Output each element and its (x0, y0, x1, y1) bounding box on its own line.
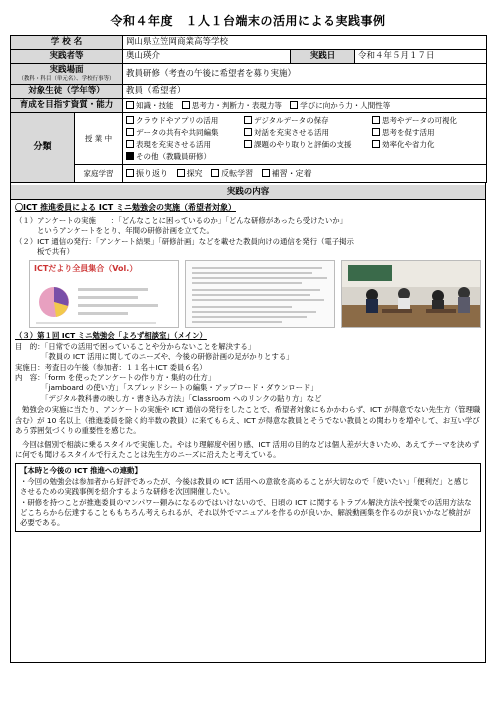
checkbox[interactable] (126, 116, 134, 124)
checkbox[interactable] (262, 169, 270, 177)
section1-heading: 〇ICT 推進委員による ICT ミニ勉強会の実施（希望者対象） (15, 203, 236, 213)
text-lines-graphic (186, 261, 335, 328)
future-plan-item: ・研修を持つことが推進委員のマンパワー頼みになるのではいけないので、日頃の ICT に関するトラブル解決方法や授業での活用方法などこちらから伝達することももちろん考えられるが、それ以外でマニュアルを作るのが良いか、解説動画集を作るのが良いかなど検討が必要である。 (20, 497, 472, 528)
class-options (123, 113, 487, 165)
practitioner-value: 奥山瑛介 (123, 50, 291, 64)
class-option[interactable]: 表現を充実させる活用 (126, 139, 244, 150)
info-table (10, 35, 487, 183)
class-option-other[interactable]: その他（教職員研修） (126, 151, 244, 162)
class-option[interactable]: 対話を充実させる活用 (244, 127, 372, 138)
checkbox[interactable] (126, 101, 134, 109)
future-plan-title: 【本時と今後の ICT 推進への連動】 (20, 466, 142, 476)
row-home (11, 165, 487, 183)
pie-chart-graphic (30, 278, 179, 328)
detail-line-3: 「デジタル教科書の映し方・書き込み方法」「Classroom へのリンクの貼り方」など (41, 393, 322, 403)
newsletter-image (29, 260, 179, 328)
survey-line: （１）アンケートの実施 ：「どんなことに困っているのか」「どんな研修があったら受けたいか」 (15, 215, 348, 225)
page-title: 令和４年度 １人１台端末の活用による実践事例 (110, 14, 386, 28)
classroom-photo-graphic (342, 261, 481, 328)
reflection-paragraph-2: 今回は個別で相談に乗るスタイルで実施した。やはり理解度や困り感、ICT 活用の目的などは個人差が大きいため、あえてテーマを決めずに何でも聞けるスタイルで行えたことは先生方のニーズに沿えたと考えている。 (15, 439, 480, 459)
target-label: 対象生徒（学年等） (11, 85, 123, 99)
event-date-line: 実施日：考査日の午後（参加者：１１名＋ICT 委員６名） (15, 362, 207, 372)
row-ability (11, 99, 487, 113)
target-value: 教員（希望者） (123, 85, 487, 99)
future-plan-item: ・今回の勉強会は参加者から好評であったが、今後は教員の ICT 活用への意欲を高めることが大切なので「使いたい」「便利だ」と感じさせるための実践事例を紹介するような研修を次回開催したい。 (20, 476, 469, 497)
newsletter-title: ICTだより全員集合（Vol.） (34, 264, 138, 274)
ability-options (123, 99, 487, 113)
class-label: 授 業 中 (75, 113, 123, 165)
class-option[interactable]: 思考やデータの可視化 (372, 115, 472, 126)
reflection-paragraph-1: 勉強会の実施に当たり、アンケートの実施や ICT 通信の発行をしたことで、希望者対象にもかかわらず、ICT が得意でない先生方（管理職含む）が 10 名以上（推進委員を除く約半数の教員）に来てもらえ、ICT が得意な教員とそうでない教員との関わりを増やして、お互い学びあう雰囲気づくりの重要性を感じた。 (15, 405, 481, 436)
checkbox[interactable] (126, 128, 134, 136)
checkbox[interactable] (177, 169, 185, 177)
checkbox[interactable] (211, 169, 219, 177)
ability-option[interactable]: 知識・技能 (126, 100, 174, 111)
practitioner-label: 実践者等 (11, 50, 123, 64)
newsletter-line: （２）ICT 通信の発行：「アンケート結果」「研修計画」などを載せた教員向けの通信を発行（電子掲示 (15, 236, 354, 246)
content-header: 実践の内容 (11, 185, 485, 200)
scene-label: 実践場面 (49, 65, 84, 75)
class-option[interactable]: クラウドやアプリの活用 (126, 115, 244, 126)
home-options (123, 165, 487, 183)
scene-sublabel: （教科・科目（単元名）、学校行事等） (18, 76, 115, 82)
row-school (11, 36, 487, 50)
row-practitioner (11, 50, 487, 64)
purpose-line: 目 的：「日常での活用で困っていることや分からないことを解決する」 (15, 341, 256, 351)
classroom-photo (341, 260, 481, 328)
checkbox-checked[interactable] (126, 152, 134, 160)
date-value: 令和４年５月１７日 (355, 50, 487, 64)
content-section (10, 183, 486, 663)
checkbox[interactable] (372, 116, 380, 124)
row-class (11, 113, 487, 165)
home-label: 家庭学習 (75, 165, 123, 183)
detail-line: 内 容：「form を使ったアンケートの作り方・集約の仕方」 (15, 373, 216, 383)
document-text-image (185, 260, 335, 328)
checkbox[interactable] (290, 101, 298, 109)
purpose-line-2: 「教員の ICT 活用に関してのニーズや、今後の研修計画の足がかりとする」 (41, 352, 294, 362)
detail-line-2: 「jamboard の使い方」「スプレッドシートの編集・アップロード・ダウンロード」 (41, 383, 318, 393)
ability-option[interactable]: 思考力・判断力・表現力等 (182, 100, 282, 111)
checkbox[interactable] (126, 140, 134, 148)
survey-line-2: というアンケートをとり、年間の研修計画を立てた。 (37, 226, 214, 236)
section2-heading: （３）第１回 ICT ミニ勉強会「よろず相談室」（メイン） (15, 331, 207, 341)
date-label: 実践日 (291, 50, 355, 64)
class-option[interactable]: デジタルデータの保存 (244, 115, 372, 126)
home-option[interactable]: 探究 (177, 168, 203, 179)
future-plan-box (15, 463, 481, 531)
category-label: 分類 (11, 113, 75, 183)
class-option[interactable]: 課題のやり取りと評価の支援 (244, 139, 372, 150)
scene-value: 教員研修（考査の午後に希望者を募り実施） (123, 64, 487, 85)
checkbox[interactable] (182, 101, 190, 109)
scene-label-cell (11, 64, 123, 85)
checkbox[interactable] (244, 128, 252, 136)
home-option[interactable]: 反転学習 (211, 168, 253, 179)
newsletter-line-2: 板で共有） (37, 247, 74, 257)
class-option[interactable]: 効率化や省力化 (372, 139, 472, 150)
school-value: 岡山県立笠岡商業高等学校 (123, 36, 487, 50)
checkbox[interactable] (372, 128, 380, 136)
checkbox[interactable] (244, 116, 252, 124)
home-option[interactable]: 補習・定着 (262, 168, 312, 179)
checkbox[interactable] (372, 140, 380, 148)
class-option[interactable]: データの共有や共同編集 (126, 127, 244, 138)
photo-strip (29, 260, 481, 328)
home-option[interactable]: 振り返り (126, 168, 168, 179)
checkbox[interactable] (126, 169, 134, 177)
row-target (11, 85, 487, 99)
checkbox[interactable] (244, 140, 252, 148)
school-label: 学 校 名 (11, 36, 123, 50)
ability-option[interactable]: 学びに向かう力・人間性等 (290, 100, 390, 111)
row-scene (11, 64, 487, 85)
ability-label: 育成を目指す資質・能力 (11, 99, 123, 113)
class-option[interactable]: 思考を促す活用 (372, 127, 472, 138)
